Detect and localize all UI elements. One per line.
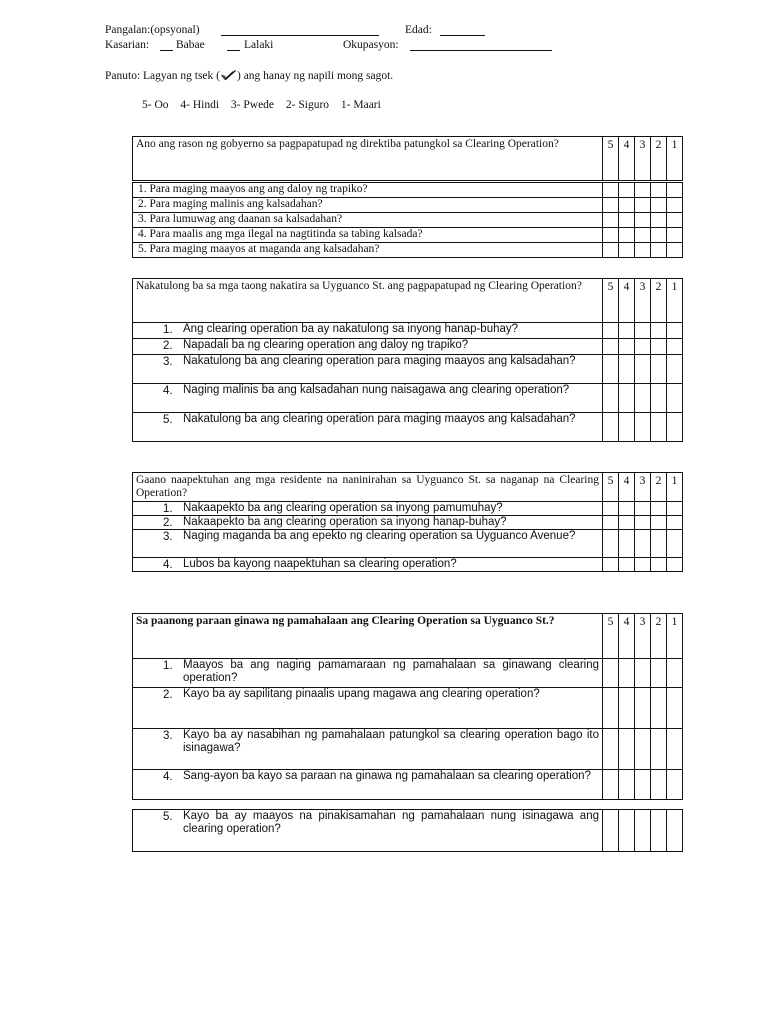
table-row [133,213,683,228]
table-row [133,516,683,530]
question-table-3 [132,472,683,572]
item-number: 1. [163,503,173,515]
question-header-row [133,473,683,502]
rating-cell-1[interactable] [667,198,683,213]
item-number: 3. [163,730,173,742]
item-label: Napadali ba ng clearing operation ang daloy ng trapiko? [183,339,469,351]
rating-cell-5[interactable] [603,558,619,572]
question-table-1 [132,136,683,258]
rating-header-2: 2 [651,614,667,659]
rating-cell-2[interactable] [651,516,667,530]
rating-cell-5[interactable] [603,198,619,213]
rating-cell-3[interactable] [635,213,651,228]
rating-header-3: 3 [635,473,651,502]
table-row [133,323,683,339]
table-row [133,228,683,243]
rating-cell-2[interactable] [651,770,667,800]
rating-cell-3[interactable] [635,384,651,413]
item-text [133,729,603,770]
item-text [133,516,603,530]
rating-cell-3[interactable] [635,558,651,572]
rating-cell-2[interactable] [651,530,667,558]
item-label: Nakatulong ba ang clearing operation para maging maayos ang kalsadahan? [183,413,576,425]
rating-cell-3[interactable] [635,323,651,339]
table-row [133,810,683,852]
rating-cell-1[interactable] [667,530,683,558]
rating-cell-1[interactable] [667,688,683,729]
rating-cell-3[interactable] [635,659,651,688]
question-text: Gaano naapektuhan ang mga residente na naninirahan sa Uyguanco St. sa naganap na Clearing Operation? [133,473,603,502]
female-blank[interactable] [160,39,173,51]
rating-cell-5[interactable] [603,810,619,852]
table-row [133,183,683,198]
rating-header-2: 2 [651,279,667,323]
item-label: Kayo ba ay nasabihan ng pamahalaan patungkol sa clearing operation bago ito isinagawa? [183,729,599,754]
rating-cell-2[interactable] [651,384,667,413]
item-text [133,770,603,800]
rating-cell-3[interactable] [635,355,651,384]
rating-header-3: 3 [635,614,651,659]
scale-item: 3- Pwede [230,99,275,111]
rating-cell-4[interactable] [619,323,635,339]
item-text [133,413,603,442]
item-text: 5. Para maging maayos at maganda ang kalsadahan? [133,243,603,258]
rating-cell-1[interactable] [667,339,683,355]
item-text [133,659,603,688]
rating-cell-2[interactable] [651,688,667,729]
rating-header-5: 5 [603,279,619,323]
item-number: 4. [163,771,173,783]
rating-cell-3[interactable] [635,516,651,530]
table-row [133,659,683,688]
instruction [105,69,393,82]
rating-cell-5[interactable] [603,659,619,688]
rating-cell-1[interactable] [667,243,683,258]
item-label: Lubos ba kayong naapektuhan sa clearing operation? [183,558,457,570]
rating-header-2: 2 [651,473,667,502]
item-number: 1. [163,660,173,672]
item-text [133,339,603,355]
rating-cell-3[interactable] [635,243,651,258]
rating-cell-5[interactable] [603,183,619,198]
rating-cell-5[interactable] [603,516,619,530]
rating-cell-2[interactable] [651,213,667,228]
item-number: 3. [163,356,173,368]
rating-cell-3[interactable] [635,502,651,516]
rating-cell-2[interactable] [651,339,667,355]
question-header-row [133,614,683,659]
rating-cell-2[interactable] [651,243,667,258]
instruction-suffix: ) ang hanay ng napili mong sagot. [236,70,394,82]
item-text: 2. Para maging malinis ang kalsadahan? [133,198,603,213]
rating-cell-4[interactable] [619,558,635,572]
rating-cell-2[interactable] [651,502,667,516]
rating-cell-2[interactable] [651,810,667,852]
rating-cell-5[interactable] [603,502,619,516]
question-table-2 [132,278,683,442]
rating-cell-5[interactable] [603,243,619,258]
rating-cell-4[interactable] [619,810,635,852]
rating-cell-1[interactable] [667,558,683,572]
item-label: Ang clearing operation ba ay nakatulong sa inyong hanap-buhay? [183,323,519,335]
rating-cell-1[interactable] [667,502,683,516]
item-label: Naging malinis ba ang kalsadahan nung naisagawa ang clearing operation? [183,384,570,396]
item-text [133,323,603,339]
male-blank[interactable] [227,39,240,51]
rating-cell-3[interactable] [635,183,651,198]
item-text: 1. Para maging maayos ang ang daloy ng trapiko? [133,183,603,198]
table-row [133,530,683,558]
rating-cell-5[interactable] [603,339,619,355]
rating-cell-4[interactable] [619,339,635,355]
table-row [133,688,683,729]
rating-header-5: 5 [603,473,619,502]
rating-cell-1[interactable] [667,213,683,228]
question-header-row [133,279,683,323]
question-text: Nakatulong ba sa mga taong nakatira sa Uyguanco St. ang pagpapatupad ng Clearing Operation? [133,279,603,323]
rating-cell-2[interactable] [651,198,667,213]
rating-cell-4[interactable] [619,659,635,688]
rating-cell-4[interactable] [619,729,635,770]
checkmark-icon [220,69,237,81]
rating-header-2: 2 [651,137,667,181]
rating-cell-3[interactable] [635,413,651,442]
item-number: 4. [163,385,173,397]
table-row [133,502,683,516]
rating-cell-1[interactable] [667,323,683,339]
question-header-row [133,137,683,181]
table-row [133,558,683,572]
scale-item: 2- Siguro [285,99,330,111]
age-field[interactable] [440,24,485,36]
rating-cell-2[interactable] [651,323,667,339]
rating-cell-3[interactable] [635,339,651,355]
male-option: Lalaki [244,39,274,51]
item-text [133,384,603,413]
rating-cell-2[interactable] [651,355,667,384]
table-row [133,770,683,800]
rating-cell-4[interactable] [619,384,635,413]
rating-cell-5[interactable] [603,228,619,243]
instruction-prefix: Panuto: Lagyan ng tsek ( [105,70,220,82]
rating-cell-2[interactable] [651,183,667,198]
item-label: Kayo ba ay sapilitang pinaalis upang magawa ang clearing operation? [183,688,540,700]
rating-cell-5[interactable] [603,770,619,800]
scale-item: 4- Hindi [180,99,220,111]
table-row [133,243,683,258]
rating-scale-legend [142,99,390,111]
table-row [133,729,683,770]
rating-cell-1[interactable] [667,228,683,243]
rating-cell-3[interactable] [635,770,651,800]
rating-cell-2[interactable] [651,729,667,770]
rating-cell-4[interactable] [619,413,635,442]
rating-cell-1[interactable] [667,729,683,770]
table-row [133,339,683,355]
rating-cell-1[interactable] [667,770,683,800]
item-number: 5. [163,414,173,426]
rating-cell-2[interactable] [651,413,667,442]
rating-header-1: 1 [667,614,683,659]
rating-cell-1[interactable] [667,659,683,688]
rating-header-5: 5 [603,137,619,181]
rating-cell-4[interactable] [619,213,635,228]
rating-cell-5[interactable] [603,323,619,339]
rating-cell-4[interactable] [619,355,635,384]
rating-cell-3[interactable] [635,198,651,213]
table-row [133,413,683,442]
age-label: Edad: [405,24,432,36]
table-row [133,198,683,213]
rating-header-4: 4 [619,614,635,659]
rating-cell-3[interactable] [635,228,651,243]
rating-cell-2[interactable] [651,659,667,688]
rating-cell-5[interactable] [603,530,619,558]
item-label: Naging maganda ba ang epekto ng clearing operation sa Uyguanco Avenue? [183,530,576,542]
table-row [133,355,683,384]
item-number: 3. [163,531,173,543]
rating-cell-5[interactable] [603,729,619,770]
rating-cell-3[interactable] [635,810,651,852]
rating-cell-3[interactable] [635,729,651,770]
item-label: Nakatulong ba ang clearing operation para maging maayos ang kalsadahan? [183,355,576,367]
question-text: Ano ang rason ng gobyerno sa pagpapatupad ng direktiba patungkol sa Clearing Operation? [133,137,603,181]
table-row [133,384,683,413]
rating-cell-4[interactable] [619,183,635,198]
question-table-4-continued [132,809,683,852]
sex-label: Kasarian: [105,39,150,51]
rating-header-4: 4 [619,137,635,181]
rating-cell-4[interactable] [619,243,635,258]
name-field[interactable] [221,24,379,36]
question-table-4 [132,613,683,800]
item-text [133,688,603,729]
rating-cell-4[interactable] [619,516,635,530]
item-number: 1. [163,324,173,336]
rating-header-1: 1 [667,137,683,181]
rating-cell-1[interactable] [667,183,683,198]
item-label: Kayo ba ay maayos na pinakisamahan ng pamahalaan nung isinagawa ang clearing operation? [183,810,599,835]
occupation-label: Okupasyon: [343,39,399,51]
female-option: Babae [176,39,205,51]
rating-cell-3[interactable] [635,688,651,729]
rating-header-1: 1 [667,279,683,323]
item-text: 3. Para lumuwag ang daanan sa kalsadahan? [133,213,603,228]
question-text: Sa paanong paraan ginawa ng pamahalaan ang Clearing Operation sa Uyguanco St.? [133,614,603,659]
rating-cell-1[interactable] [667,413,683,442]
rating-cell-4[interactable] [619,198,635,213]
rating-cell-5[interactable] [603,413,619,442]
item-text [133,558,603,572]
scale-item: 1- Maari [340,99,381,111]
item-label: Nakaapekto ba ang clearing operation sa inyong hanap-buhay? [183,516,507,528]
rating-cell-4[interactable] [619,770,635,800]
item-text: 4. Para maalis ang mga ilegal na nagtitinda sa tabing kalsada? [133,228,603,243]
rating-cell-2[interactable] [651,228,667,243]
rating-cell-1[interactable] [667,384,683,413]
rating-cell-2[interactable] [651,558,667,572]
item-number: 2. [163,340,173,352]
rating-cell-3[interactable] [635,530,651,558]
rating-cell-4[interactable] [619,228,635,243]
rating-cell-5[interactable] [603,688,619,729]
rating-cell-5[interactable] [603,213,619,228]
rating-cell-5[interactable] [603,384,619,413]
rating-cell-4[interactable] [619,688,635,729]
item-text [133,502,603,516]
rating-header-5: 5 [603,614,619,659]
name-label: Pangalan:(opsyonal) [105,24,200,36]
item-number: 5. [163,811,173,823]
item-label: Sang-ayon ba kayo sa paraan na ginawa ng pamahalaan sa clearing operation? [183,770,591,782]
rating-header-4: 4 [619,473,635,502]
item-number: 2. [163,689,173,701]
item-label: Maayos ba ang naging pamamaraan ng pamahalaan sa ginawang clearing operation? [183,659,599,684]
scale-item: 5- Oo [142,99,169,111]
rating-header-3: 3 [635,279,651,323]
item-number: 2. [163,517,173,529]
item-number: 4. [163,559,173,571]
item-text [133,530,603,558]
occupation-field[interactable] [410,39,552,51]
rating-header-4: 4 [619,279,635,323]
rating-cell-1[interactable] [667,355,683,384]
rating-cell-1[interactable] [667,516,683,530]
item-text [133,810,603,852]
rating-header-1: 1 [667,473,683,502]
rating-cell-4[interactable] [619,502,635,516]
rating-cell-5[interactable] [603,355,619,384]
rating-cell-1[interactable] [667,810,683,852]
rating-cell-4[interactable] [619,530,635,558]
item-text [133,355,603,384]
rating-header-3: 3 [635,137,651,181]
item-label: Nakaapekto ba ang clearing operation sa inyong pamumuhay? [183,502,503,514]
